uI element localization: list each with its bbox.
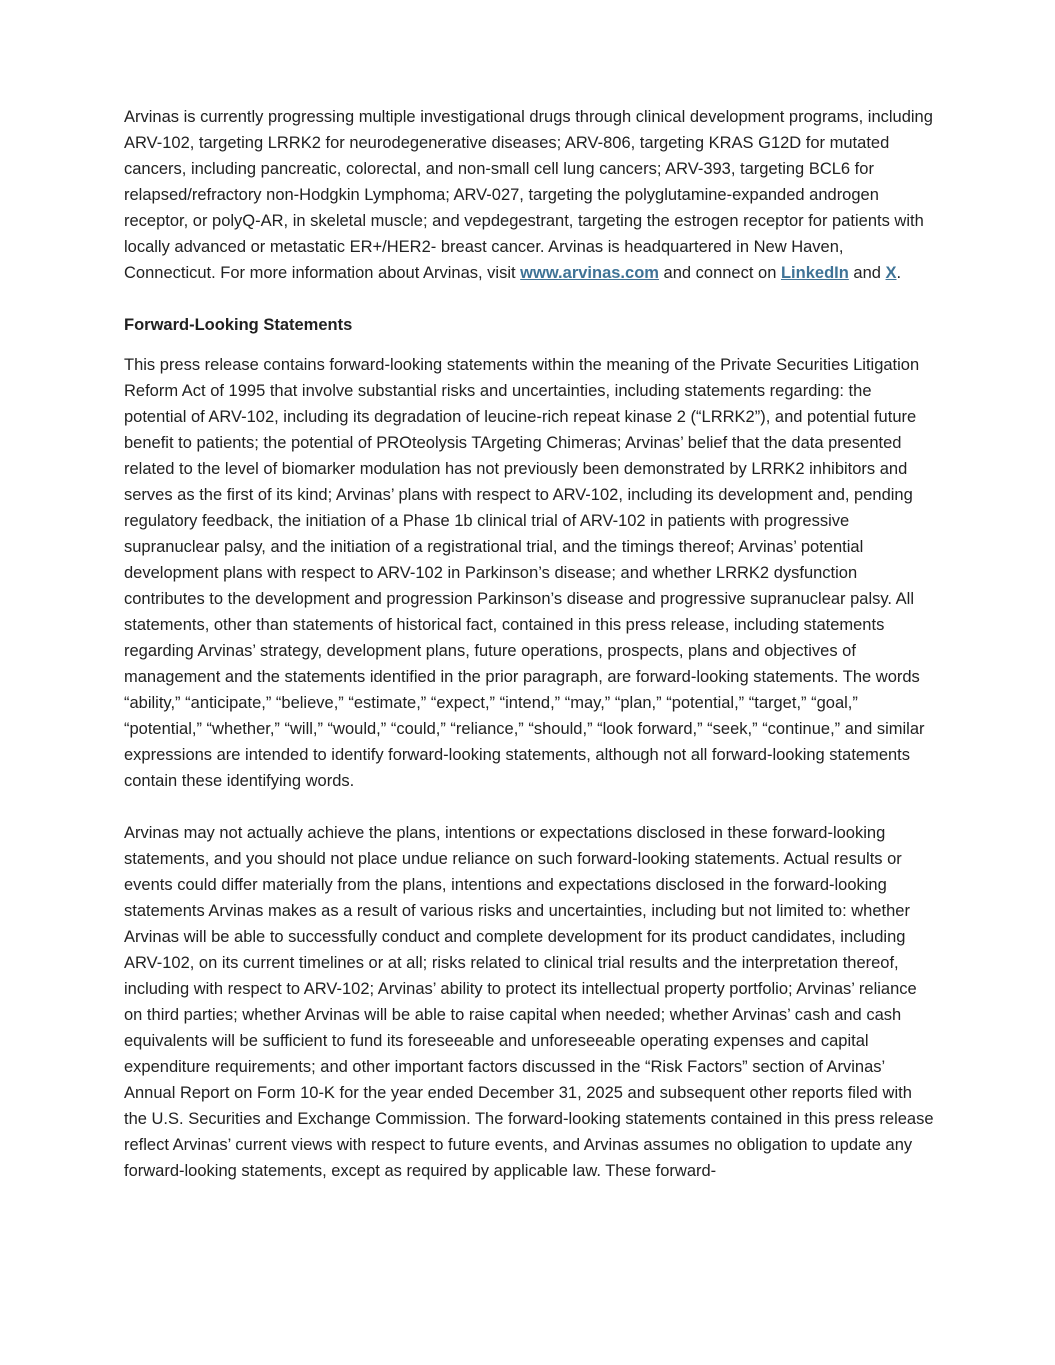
- arvinas-website-link[interactable]: www.arvinas.com: [520, 264, 659, 282]
- about-text-after-website: and connect on: [658, 264, 781, 282]
- about-text-end: .: [896, 264, 902, 282]
- about-arvinas-paragraph: [124, 104, 935, 286]
- forward-looking-paragraph-1: This press release contains forward-looking statements within the meaning of the Private Securities Litigation Reform Act of 1995 that involve substantial risks and uncertainties, including statements regarding: the potential of ARV-102, including its degradation of leucine-rich repeat kinase 2 (“LRRK2”), and potential future benefit to patients; the potential of PROteolysis TArgeting Chimeras; Arvinas’ belief that the data presented related to the level of biomarker modulation has not previously been demonstrated by LRRK2 inhibitors and serves as the first of its kind; Arvinas’ plans with respect to ARV-102, including its development and, pending regulatory feedback, the initiation of a Phase 1b clinical trial of ARV-102 in patients with progressive supranuclear palsy, and the initiation of a registrational trial, and the timings thereof; Arvinas’ potential development plans with respect to ARV-102 in Parkinson’s disease; and whether LRRK2 dysfunction contributes to the development and progression Parkinson’s disease and progressive supranuclear palsy. All statements, other than statements of historical fact, contained in this press release, including statements regarding Arvinas’ strategy, development plans, future operations, prospects, plans and objectives of management and the statements identified in the prior paragraph, are forward-looking statements. The words “ability,” “anticipate,” “believe,” “estimate,” “expect,” “intend,” “may,” “plan,” “potential,” “target,” “goal,” “potential,” “whether,” “will,” “would,” “could,” “reliance,” “should,” “look forward,” “seek,” “continue,” and similar expressions are intended to identify forward-looking statements, although not all forward-looking statements contain these identifying words.: [124, 356, 925, 790]
- x-link[interactable]: X: [885, 264, 897, 282]
- forward-looking-paragraph-2: Arvinas may not actually achieve the plans, intentions or expectations disclosed in these forward-looking statements, and you should not place undue reliance on such forward-looking statements. Actual results or events could differ materially from the plans, intentions and expectations disclosed in the forward-looking statements Arvinas makes as a result of various risks and uncertainties, including but not limited to: whether Arvinas will be able to successfully conduct and complete development for its product candidates, including ARV-102, on its current timelines or at all; risks related to clinical trial results and the interpretation thereof, including with respect to ARV-102; Arvinas’ ability to protect its intellectual property portfolio; Arvinas’ reliance on third parties; whether Arvinas will be able to raise capital when needed; whether Arvinas’ cash and cash equivalents will be sufficient to fund its foreseeable and unforeseeable operating expenses and capital expenditure requirements; and other important factors discussed in the “Risk Factors” section of Arvinas’ Annual Report on Form 10-K for the year ended December 31, 2025 and subsequent other reports filed with the U.S. Securities and Exchange Commission. The forward-looking statements contained in this press release reflect Arvinas’ current views with respect to future events, and Arvinas assumes no obligation to update any forward-looking statements, except as required by applicable law. These forward-: [124, 824, 934, 1180]
- about-text-before-website: Arvinas is currently progressing multiple investigational drugs through clinical development programs, including ARV-102, targeting LRRK2 for neurodegenerative diseases; ARV-806, targeting KRAS G12D for mutated cancers, including pancreatic, colorectal, and non-small cell lung cancers; ARV-393, targeting BCL6 for relapsed/refractory non-Hodgkin Lymphoma; ARV-027, targeting the polyglutamine-expanded androgen receptor, or polyQ-AR, in skeletal muscle; and vepdegestrant, targeting the estrogen receptor for patients with locally advanced or metastatic ER+/HER2- breast cancer. Arvinas is headquartered in New Haven, Connecticut. For more information about Arvinas, visit: [124, 108, 933, 282]
- linkedin-link[interactable]: LinkedIn: [780, 264, 849, 282]
- forward-looking-statements-heading: Forward-Looking Statements: [124, 316, 353, 334]
- about-text-between-links: and: [848, 264, 886, 282]
